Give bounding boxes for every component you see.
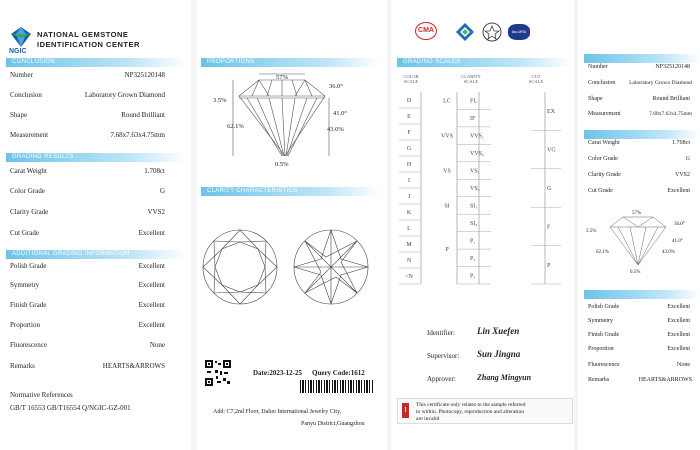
barcode [300, 380, 374, 393]
cut-scale-header-1: CUT [531, 74, 541, 79]
clarity-grade-1: IF [470, 116, 476, 123]
clarity-grade-3: VVS₂ [470, 151, 485, 158]
clarity-grade-7: SI₂ [470, 220, 478, 227]
shape-value: Round Brilliant [121, 111, 165, 119]
summary-clarity-label: Clarity Grade [588, 172, 621, 178]
summary-cut-label: Cut Grade [588, 188, 613, 194]
color-grade-7: K [406, 210, 412, 216]
summary-proportion-diagram [578, 205, 700, 275]
qr-code-icon [205, 360, 231, 386]
summary-panel [578, 0, 700, 450]
summary-finish-label: Finish Grade [588, 332, 620, 338]
org-name-line2: IDENTIFICATION CENTER [37, 40, 140, 49]
summary-remarks-value: HEARTS&ARROWS [638, 377, 692, 383]
culet-pct: 0.5% [275, 161, 289, 168]
clarity-grade-2: VVS₁ [470, 133, 485, 140]
summary-cut-value: Excellent [667, 188, 690, 194]
ngic-logo-text: NGIC [9, 48, 27, 55]
color-grade-1: E [407, 114, 411, 120]
summary-shape-label: Shape [588, 96, 603, 102]
finish-label: Finish Grade [10, 301, 47, 309]
middle-panel [197, 0, 387, 450]
cut-grade-label: Cut Grade [10, 229, 39, 237]
pavilion-depth: 43.0% [327, 126, 344, 133]
cma-text: CMA [418, 27, 434, 34]
summary-pavilion-depth: 43.0% [662, 250, 675, 255]
notice-line2: to within. Photocopy, reproduction and alteration [416, 409, 524, 415]
ngic-logo [10, 26, 32, 48]
clarity-group-4: P [445, 247, 449, 254]
symmetry-label: Symmetry [10, 281, 40, 289]
summary-conclusion-label: Conclusion [588, 80, 616, 86]
color-grade-10: N [406, 258, 412, 264]
address-line1: Add: C7,2nd Floor, Daluo International Jewelry City, [213, 409, 342, 415]
summary-color-label: Color Grade [588, 156, 618, 162]
proportion-diagram [197, 68, 387, 168]
clarity-grade-10: P₃ [470, 273, 476, 280]
grading-results-header: GRADING RESULTS [6, 153, 186, 162]
crown-plot [200, 227, 280, 307]
color-grade-2: F [407, 130, 411, 136]
notice-line1: This certificate only relates to the sample referred [416, 402, 526, 408]
qr-code [205, 360, 231, 386]
left-panel [0, 0, 191, 450]
clarity-grade-0: FL [470, 98, 478, 105]
summary-number-value: NP325120148 [655, 64, 690, 70]
pavilion-plot [291, 227, 371, 307]
summary-measurement-value: 7.68x7.63x4.75mm [649, 111, 692, 117]
cut-grade-3: F [547, 224, 551, 231]
ilac-badge [508, 24, 530, 40]
clarity-characteristics-header: CLARITY CHARACTERISTICS [201, 187, 381, 196]
cut-grade-4: P [547, 262, 551, 269]
symmetry-value: Excellent [138, 281, 165, 289]
color-grade-value: G [159, 187, 165, 195]
color-scale-header-1: COLOR [403, 74, 419, 79]
approver-signature: Zhang Mingyun [477, 373, 532, 382]
polish-label: Polish Grade [10, 262, 47, 270]
summary-symmetry-value: Excellent [667, 318, 690, 324]
summary-proportion-label: Proportion [588, 346, 614, 352]
summary-band-top [584, 54, 700, 63]
report-date: Date:2023-12-25 [253, 369, 302, 377]
remarks-label: Remarks [10, 362, 35, 370]
org-name-line1: NATIONAL GEMSTONE [37, 30, 129, 39]
number-label: Number [10, 71, 33, 79]
carat-value: 1.708ct [144, 167, 165, 175]
table-pct: 57% [276, 74, 288, 81]
summary-number-label: Number [588, 64, 608, 70]
summary-pavilion-angle: 41.0° [672, 239, 683, 244]
summary-measurement-label: Measurement [588, 111, 621, 117]
clarity-grade-4: VS₁ [470, 168, 480, 175]
fluorescence-label: Fluorescence [10, 341, 47, 349]
clarity-grade-value: VVS2 [147, 208, 165, 216]
carat-label: Carat Weight [10, 167, 47, 175]
summary-finish-value: Excellent [667, 332, 690, 338]
summary-fluorescence-value: None [677, 362, 690, 368]
cnas-badge-icon [455, 22, 475, 42]
remarks-value: HEARTS&ARROWS [102, 362, 165, 370]
identifier-signature: Lin Xuefen [477, 326, 520, 336]
address-line2: Panyu District,Guangzhou [301, 421, 365, 427]
proportion-label: Proportion [10, 321, 40, 329]
clarity-group-3: SI [444, 203, 450, 210]
query-code: Query Code:1612 [312, 369, 365, 377]
clarity-group-0: LC [443, 98, 451, 105]
approver-label: Approver: [427, 375, 456, 383]
scales-panel [391, 0, 574, 450]
color-grade-8: L [407, 226, 411, 232]
color-grade-11: <N [405, 274, 413, 280]
supervisor-label: Supervisor: [427, 352, 460, 360]
total-depth: 62.1% [227, 123, 244, 130]
color-grade-9: M [406, 242, 412, 248]
color-grade-0: D [406, 98, 412, 104]
cut-grade-2: G [547, 186, 552, 192]
clarity-group-2: VS [443, 168, 451, 175]
summary-crown-height: 3.5% [586, 229, 597, 234]
conclusion-label: Conclusion [10, 91, 42, 99]
crown-angle: 36.0° [329, 83, 343, 90]
notice-box [397, 398, 573, 424]
clarity-grade-8: P₁ [470, 238, 476, 245]
summary-symmetry-label: Symmetry [588, 318, 613, 324]
ilac-text: ilac-MRA [511, 30, 527, 34]
summary-table-pct: 57% [632, 211, 642, 216]
clarity-group-1: VVS [440, 133, 454, 140]
finish-value: Excellent [138, 301, 165, 309]
normative-title: Normative References [10, 391, 73, 399]
summary-clarity-value: VVS2 [674, 172, 690, 178]
cut-grade-0: EX [547, 109, 555, 116]
cma-badge [415, 22, 437, 40]
color-grade-3: G [406, 146, 412, 152]
color-grade-label: Color Grade [10, 187, 45, 195]
summary-carat-label: Carat Weight [588, 140, 620, 146]
clarity-grade-label: Clarity Grade [10, 208, 49, 216]
summary-proportion-value: Excellent [667, 346, 690, 352]
clarity-scale-header-1: CLARITY [461, 74, 481, 79]
cut-grade-value: Excellent [138, 229, 165, 237]
summary-conclusion-value: Laboratory Grown Diamond [629, 80, 692, 86]
summary-shape-value: Round Brilliant [652, 96, 690, 102]
clarity-grade-6: SI₁ [470, 203, 478, 210]
summary-polish-label: Polish Grade [588, 304, 620, 310]
shape-label: Shape [10, 111, 28, 119]
cut-grade-1: VG [547, 147, 556, 154]
proportions-header: PROPORTIONS [201, 58, 381, 67]
grading-scales-chart [391, 70, 574, 300]
pavilion-angle: 41.0° [333, 110, 347, 117]
summary-color-value: G [685, 156, 690, 162]
summary-carat-value: 1.708ct [672, 140, 690, 146]
proportion-value: Excellent [138, 321, 165, 329]
color-scale-header-2: SCALE [403, 79, 419, 84]
notice-line3: are invalid [416, 416, 440, 422]
supervisor-signature: Sun Jingna [477, 349, 521, 359]
summary-total-depth: 62.1% [596, 250, 609, 255]
cut-scale-header-2: SCALE [528, 79, 544, 84]
polish-value: Excellent [138, 262, 165, 270]
clarity-grade-5: VS₂ [470, 186, 480, 192]
conclusion-value: Laboratory Grown Diamond [84, 91, 165, 99]
summary-polish-value: Excellent [667, 304, 690, 310]
identifier-label: Identifier: [427, 329, 455, 337]
conclusion-header: CONCLUSION [6, 58, 186, 67]
summary-band-bottom [584, 290, 700, 299]
summary-fluorescence-label: Fluorescence [588, 362, 620, 368]
fluorescence-value: None [149, 341, 165, 349]
summary-culet-pct: 0.5% [630, 270, 641, 275]
ilac-badge-icon [482, 22, 502, 42]
crown-height: 3.5% [213, 97, 227, 104]
color-grade-4: H [406, 162, 412, 168]
color-grade-6: J [407, 194, 411, 200]
warning-icon: ! [402, 403, 409, 418]
summary-remarks-label: Remarks [588, 377, 610, 383]
grading-scales-header: GRADING SCALES [397, 58, 573, 67]
number-value: NP325120148 [124, 71, 165, 79]
clarity-scale-header-2: SCALE [463, 79, 479, 84]
summary-crown-angle: 36.0° [674, 222, 685, 227]
ngic-logo-icon [10, 26, 32, 48]
summary-band-mid [584, 130, 700, 139]
normative-refs: GB/T 16553 GB/T16554 Q/NGIC-GZ-001 [10, 404, 131, 412]
additional-info-header: ADDITIONAL GRADING INFORMATION [6, 250, 186, 259]
clarity-grade-9: P₂ [470, 255, 476, 262]
measurement-value: 7.68x7.63x4.75mm [110, 131, 165, 139]
color-grade-5: I [408, 178, 410, 184]
measurement-label: Measurement [10, 131, 49, 139]
